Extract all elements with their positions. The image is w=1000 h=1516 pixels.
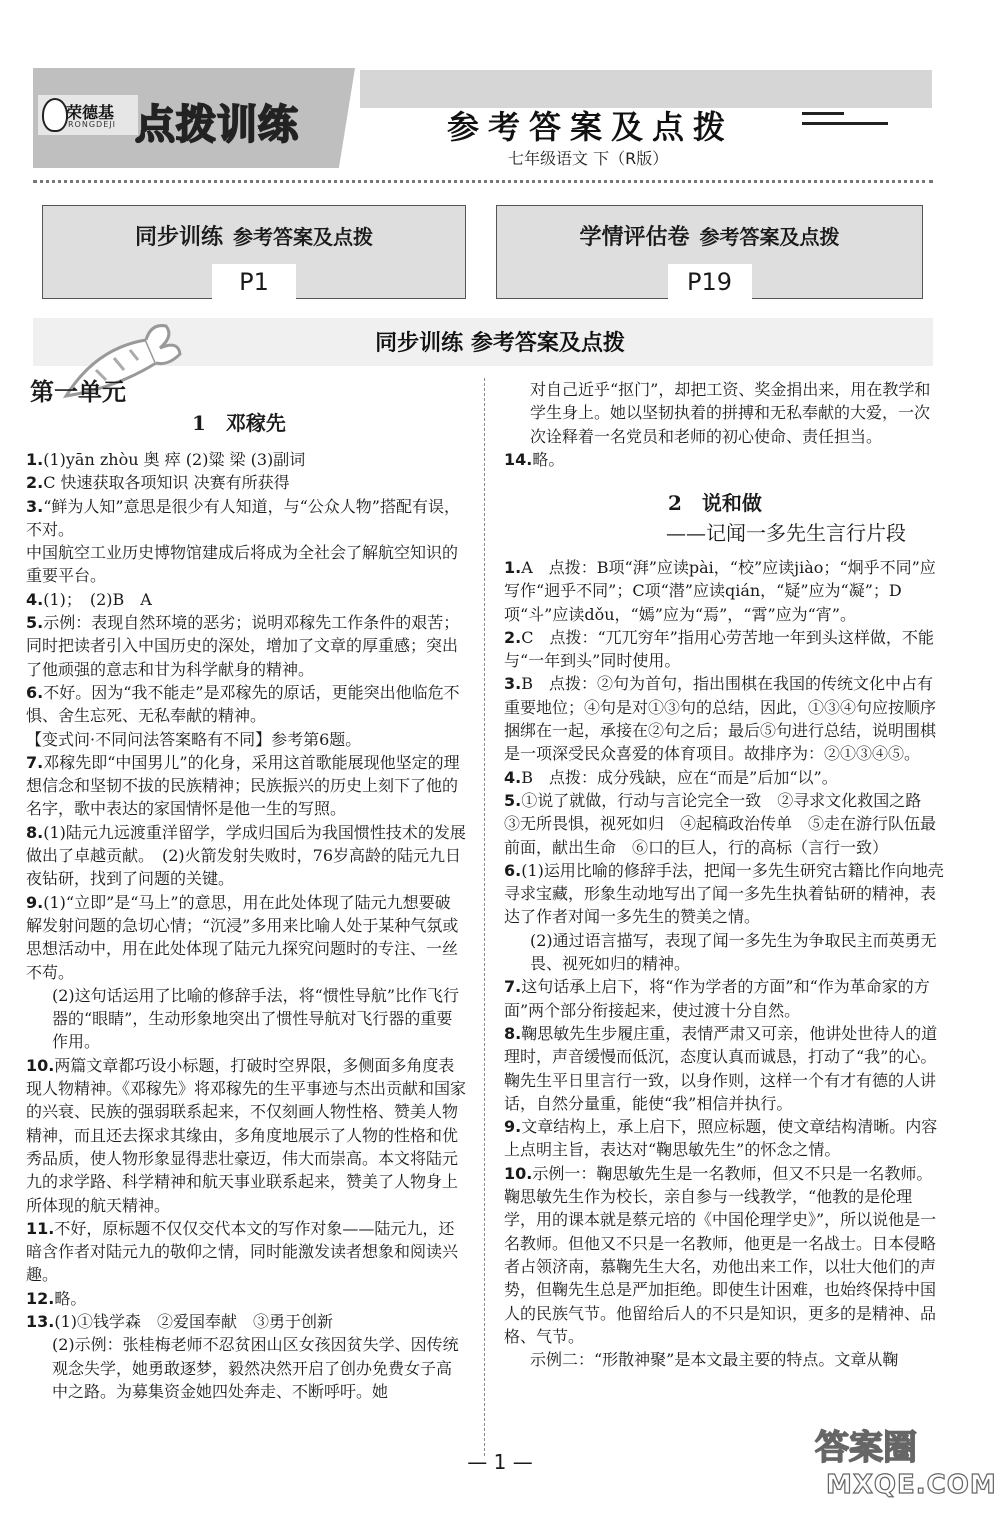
answer-item: 示例二：“形散神聚”是本文最主要的特点。文章从鞠 — [530, 1350, 899, 1370]
dotted-divider — [33, 180, 933, 183]
page-number: — 1 — — [467, 1450, 533, 1474]
ref-box-label: 学情评估卷 参考答案及点拨 — [579, 225, 840, 250]
answer-item: 5.示例：表现自然环境的恶劣；说明邓稼先工作条件的艰苦；同时把读者引入中国历史的深处，增加了文章的厚重感；突出了他顽强的意志和甘为科学献身的精神。 — [26, 613, 460, 679]
answer-item: 8.(1)陆元九远渡重洋留学，学成归国后为我国惯性技术的发展做出了卓越贡献。 (2)火箭发射失败时，76岁高龄的陆元九日夜钻研，找到了问题的关键。 — [26, 822, 466, 889]
answer-item: (2)示例：张桂梅老师不忍贫困山区女孩因贫失学、因传统观念失学，她勇敢逐梦，毅然决然开启了创办免费女子高中之路。为募集资金她四处奔走、不断呼吁。她 — [52, 1335, 459, 1401]
logo-subtext: RONGDEJI — [68, 120, 116, 129]
answer-item: 7.这句话承上启下，将“作为学者的方面”和“作为革命家的方面”两个部分衔接起来，使过渡十分自然。 — [504, 977, 930, 1020]
answer-item: 中国航空工业历史博物馆建成后将成为全社会了解航空知识的重要平台。 — [26, 543, 459, 586]
ref-box-page: P1 — [212, 264, 296, 300]
answer-item: 2.C 快速获取各项知识 决赛有所获得 — [26, 473, 290, 493]
answer-item: 3.B 点拨：②句为首句，指出围棋在我国的传统文化中占有重要地位；④句是对①③句的总结，因此，①③④句应按顺序捆绑在一起，承接在②句之后；最后⑤句进行总结，说明围棋是一项深受民众喜爱的体育项目。故排序为：②①③④⑤。 — [504, 674, 937, 764]
answer-item: 13.(1)①钱学森 ②爱国奉献 ③勇于创新 — [26, 1311, 334, 1331]
logo-text: 荣德基 — [66, 103, 115, 122]
article-title-2: 2 说和做 — [668, 491, 762, 515]
answer-item: 9.(1)“立即”是“马上”的意思，用在此处体现了陆元九想要破解发射问题的急切心情；“沉浸”多用来比喻人处于某种气氛或思想活动中，用在此处体现了陆元九探究问题时的专注、一丝不苟。 — [26, 892, 459, 982]
answer-item: 9.文章结构上，承上启下，照应标题，使文章结构清晰。内容上点明主旨，表达对“鞠思敏先生”的怀念之情。 — [504, 1117, 938, 1160]
page-title: 参考答案及点拨 — [447, 108, 735, 146]
answers-left-column — [26, 448, 466, 1403]
answer-item: (2)这句话运用了比喻的修辞手法，将“惯性导航”比作飞行器的“眼睛”，生动形象地突出了惯性导航对飞行器的重要作用。 — [52, 985, 460, 1052]
article-subtitle-2: ——记闻一多先生言行片段 — [666, 521, 906, 545]
answer-item: 11.不好，原标题不仅仅交代本文的写作对象——陆元九，还暗含作者对陆元九的敬仰之情，同时能激发读者想象和阅读兴趣。 — [26, 1218, 459, 1285]
page-subtitle: 七年级语文 下（R版） — [508, 149, 669, 168]
answers-right-column — [504, 556, 944, 1371]
answer-item: 3.“鲜为人知”意思是很少有人知道，与“公众人物”搭配有误，不对。 — [26, 496, 460, 539]
ref-box-page: P19 — [668, 264, 752, 300]
answer-item: 14.略。 — [504, 449, 565, 469]
ref-box-assessment — [496, 205, 923, 299]
ref-box-sync — [42, 205, 466, 299]
section-title: 同步训练 参考答案及点拨 — [375, 331, 625, 356]
answer-item: 6.(1)运用比喻的修辞手法，把闻一多先生研究古籍比作向地壳寻求宝藏，形象生动地写出了闻一多先生执着钻研的精神，表达了作者对闻一多先生的赞美之情。 — [504, 860, 944, 927]
article-title-1: 1 邓稼先 — [192, 411, 286, 435]
watermark-text: 答案圈 — [815, 1428, 917, 1468]
answer-item: 1.A 点拨：B项“湃”应读pài，“校”应读jiào；“炯乎不同”应写作“迥乎不同”；C项“潜”应读qián，“疑”应为“凝”；D项“斗”应读dǒu，“嫣”应为“焉”，“霄”应为“宵”。 — [504, 558, 936, 624]
answer-item: 4.(1)； (2)B A — [26, 589, 152, 609]
answer-item: (2)通过语言描写，表现了闻一多先生为争取民主而英勇无畏、视死如归的精神。 — [530, 930, 937, 974]
logo-face-icon — [42, 98, 68, 132]
corner-lines-icon — [802, 112, 888, 132]
answer-item: 6.不好。因为“我不能走”是邓稼先的原话，更能突出他临危不惧、舍生忘死、无私奉献的精神。 — [26, 682, 460, 726]
answer-item: 10.两篇文章都巧设小标题，打破时空界限，多侧面多角度表现人物精神。《邓稼先》将邓稼先的生平事迹与杰出贡献和国家的兴衰、民族的强弱联系起来，不仅刻画人物性格、赞美人物精神，而且还去探求其缘由，多角度地展示了人物的性格和优秀品质，使人物形象显得悲壮豪迈，伟大而崇高。本文将陆元九的求学路、科学精神和航天事业联系起来，赞美了人物身上所体现的航天精神。 — [26, 1055, 467, 1215]
answer-item: 【变式问·不同问法答案略有不同】参考第6题。 — [26, 729, 362, 749]
answer-item: 5.①说了就做，行动与言论完全一致 ②寻求文化救国之路 ③无所畏惧，视死如归 ④起稿政治传单 ⑤走在游行队伍最前面，献出生命 ⑥口的巨人，行的高标（言行一致） — [504, 790, 938, 857]
brand-title: 点拨训练 — [135, 102, 299, 148]
ref-box-label: 同步训练 参考答案及点拨 — [134, 225, 373, 250]
answer-item: 4.B 点拨：成分残缺，应在“而是”后加“以”。 — [504, 767, 838, 787]
answer-item: 10.示例一：鞠思敏先生是一名教师，但又不只是一名教师。鞠思敏先生作为校长，亲自参与一线教学，“他教的是伦理学，用的课本就是蔡元培的《中国伦理学史》”，所以说他是一名教师。但他又不只是一名教师，他更是一名战士。日本侵略者占领济南，慕鞠先生大名，劝他出来工作，以壮大他们的声势，但鞠先生总是严加拒绝。即使生计困难，也始终保持中国人的民族气节。他留给后人的不只是知识，更多的是精神、品格、气节。 — [504, 1163, 937, 1346]
answer-item: 8.鞠思敏先生步履庄重，表情严肃又可亲，他讲处世待人的道理时，声音缓慢而低沉，态度认真而诚恳，打动了“我”的心。鞠先生平日里言行一致，以身作则，这样一个有才有德的人讲话，自然分量重，能使“我”相信并执行。 — [504, 1023, 938, 1113]
answers-right-top — [504, 378, 944, 471]
column-divider — [484, 378, 485, 1456]
unit-heading: 第一单元 — [30, 378, 126, 406]
answer-item: 1.(1)yān zhòu 奥 瘁 (2)粱 梁 (3)副词 — [26, 450, 306, 469]
watermark-url: MXQE.COM — [826, 1470, 997, 1500]
answer-item: 2.C 点拨：“兀兀穷年”指用心劳苦地一年到头这样做，不能与“一年到头”同时使用。 — [504, 627, 934, 671]
answer-item: 对自己近乎“抠门”，却把工资、奖金捐出来，用在教学和学生身上。她以坚韧执着的拼搏和无私奉献的大爱，一次次诠释着一名党员和老师的初心使命、责任担当。 — [530, 380, 931, 446]
answer-item: 12.略。 — [26, 1288, 87, 1308]
answer-item: 7.邓稼先即“中国男儿”的化身，采用这首歌能展现他坚定的理想信念和坚韧不拔的民族精神；民族振兴的历史上刻下了他的名字，歌中表达的家国情怀是他一生的写照。 — [26, 752, 460, 819]
